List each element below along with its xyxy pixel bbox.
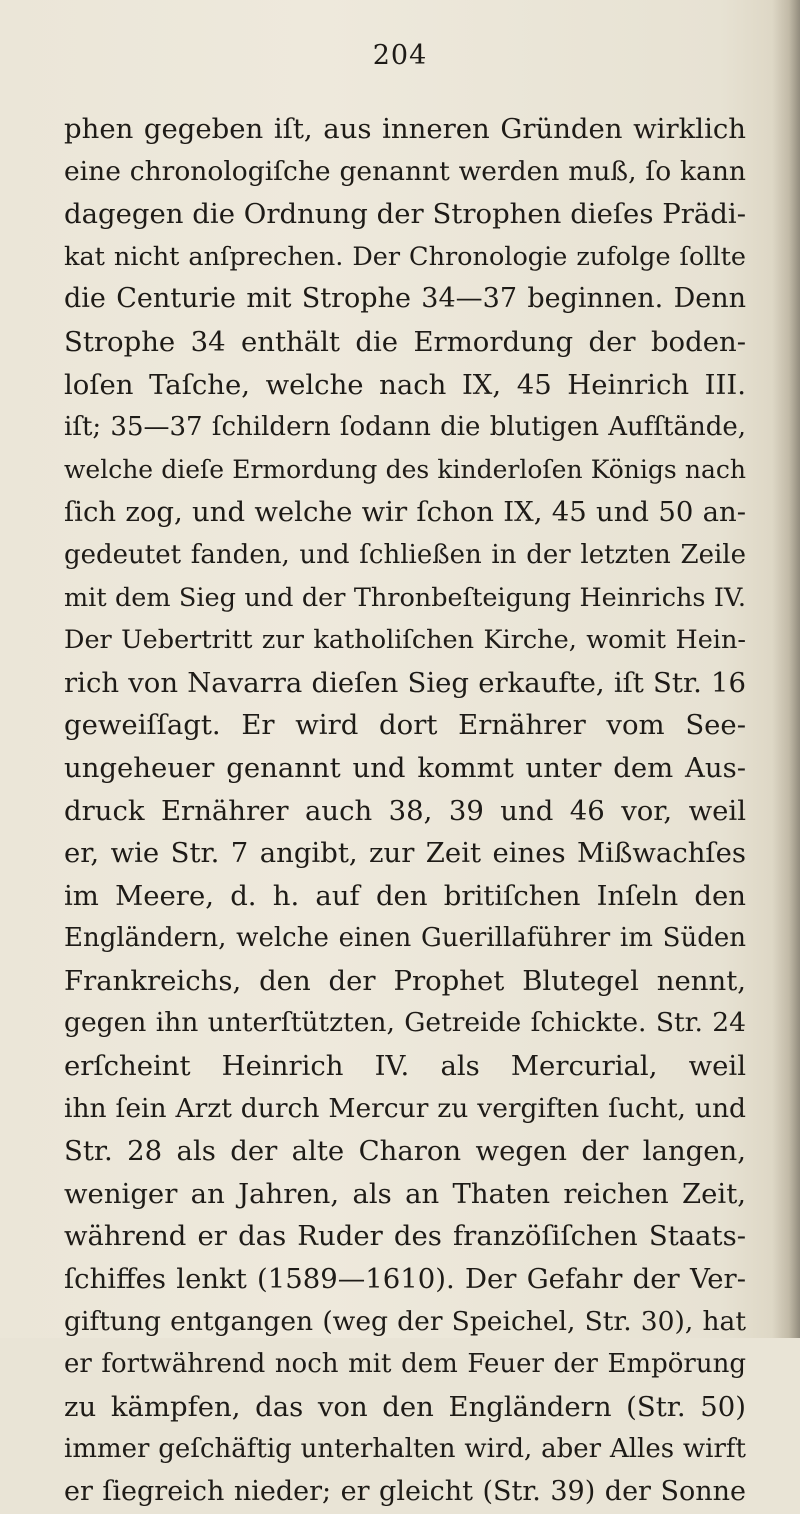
text-line: ungeheuer genannt und kommt unter dem Aus-: [64, 751, 746, 784]
page-edge-shadow: [772, 0, 800, 1338]
text-line: Frankreichs, den der Prophet Blutegel nennt,: [64, 964, 746, 997]
text-line: zu kämpfen, das von den Engländern (Str. 50): [64, 1390, 746, 1423]
text-line: Engländern, welche einen Guerillaführer im Süden: [64, 923, 746, 954]
text-line: eine chronologiſche genannt werden muß, ſo kann: [64, 155, 746, 187]
text-line: die Centurie mit Strophe 34—37 beginnen. Denn: [64, 283, 746, 315]
text-line: welche dieſe Ermordung des kinderloſen Königs nach: [64, 454, 746, 484]
text-line: rich von Navarra dieſen Sieg erkaufte, iſt Str. 16: [64, 666, 746, 699]
text-line: im Meere, d. h. auf den britiſchen Inſeln den: [64, 879, 746, 912]
text-line: loſen Taſche, welche nach IX, 45 Heinrich III.: [64, 368, 746, 401]
text-line: geweiſſagt. Er wird dort Ernährer vom See-: [64, 709, 746, 742]
text-line: ſchiffes lenkt (1589—1610). Der Gefahr der Ver-: [64, 1263, 746, 1296]
text-line: gegen ihn unterſtützten, Getreide ſchickte. Str. 24: [64, 1007, 746, 1039]
text-line: gedeutet fanden, und ſchließen in der letzten Zeile: [64, 539, 746, 570]
text-line: Str. 28 als der alte Charon wegen der langen,: [64, 1135, 746, 1168]
text-line: ihn ſein Arzt durch Mercur zu vergiften ſucht, und: [64, 1092, 746, 1124]
body-text: [64, 108, 746, 1514]
text-line: ſich zog, und welche wir ſchon IX, 45 und 50 an-: [64, 496, 746, 529]
text-line: Der Uebertritt zur katholiſchen Kirche, womit Hein-: [64, 625, 746, 656]
text-line: phen gegeben iſt, aus inneren Gründen wirklich: [64, 113, 746, 145]
text-line: druck Ernährer auch 38, 39 und 46 vor, weil: [64, 794, 746, 827]
text-line: er fortwährend noch mit dem Feuer der Empörung: [64, 1349, 746, 1380]
text-line: dagegen die Ordnung der Strophen dieſes Prädi-: [64, 198, 746, 231]
text-line: er ſiegreich nieder; er gleicht (Str. 39) der Sonne: [64, 1476, 746, 1507]
text-line: er, wie Str. 7 angibt, zur Zeit eines Mißwachſes: [64, 837, 746, 870]
text-line: mit dem Sieg und der Thronbeſteigung Heinrichs IV.: [64, 582, 746, 613]
text-line: weniger an Jahren, als an Thaten reichen Zeit,: [64, 1177, 746, 1210]
text-line: giftung entgangen (weg der Speichel, Str. 30), hat: [64, 1305, 746, 1337]
text-line: immer geſchäftig unterhalten wird, aber Alles wirft: [64, 1434, 746, 1465]
text-line: erſcheint Heinrich IV. als Mercurial, weil: [64, 1050, 746, 1083]
page-number: 204: [372, 40, 428, 71]
text-line: iſt; 35—37 ſchildern ſodann die blutigen Aufſtände,: [64, 412, 746, 443]
text-line: während er das Ruder des franzöſiſchen Staats-: [64, 1220, 746, 1253]
text-line: kat nicht anſprechen. Der Chronologie zufolge ſollte: [64, 241, 746, 272]
text-line: Strophe 34 enthält die Ermordung der boden-: [64, 325, 746, 358]
